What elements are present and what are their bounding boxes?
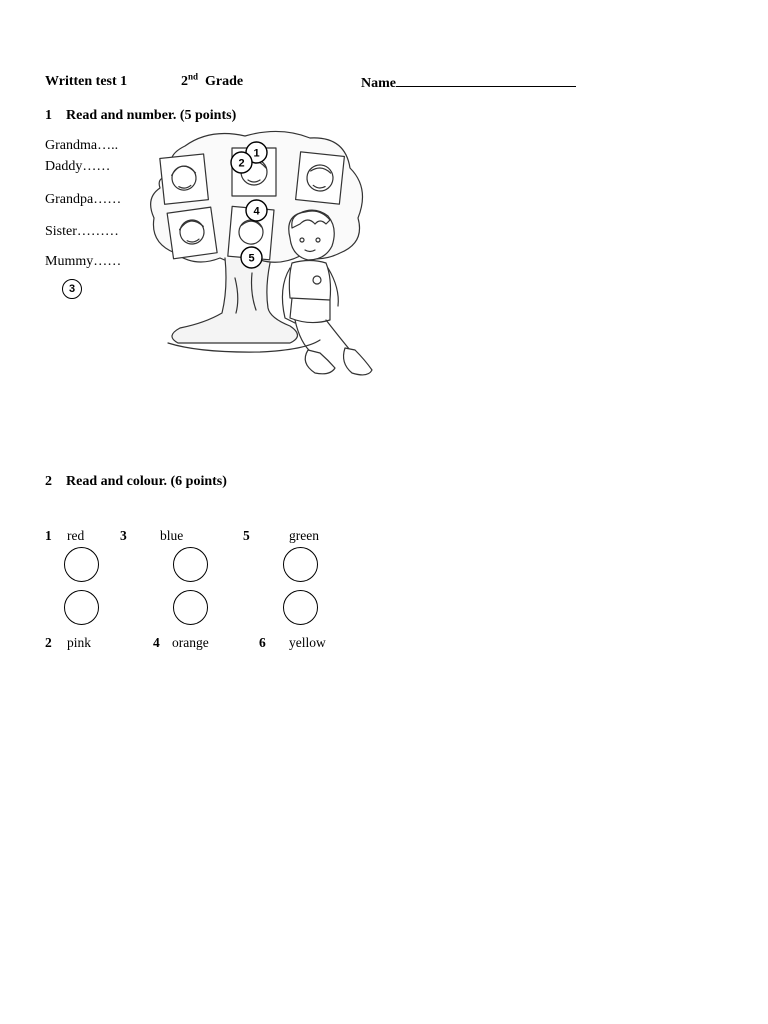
svg-text:4: 4 [253,205,260,218]
colour-word-orange: orange [172,635,209,650]
section2-title: Read and colour. (6 points) [66,474,227,489]
colour-circle-green[interactable] [283,547,318,582]
colour-circle-pink[interactable] [64,590,99,625]
colour-word-red: red [67,528,85,543]
section2-number: 2 [45,474,52,489]
name-blank[interactable] [396,74,576,87]
colour-word-green: green [289,528,319,543]
svg-text:2: 2 [238,157,245,170]
word-grandma: Grandma….. [45,138,119,153]
colour-word-blue: blue [160,528,184,543]
photo-frame-grandpa [296,152,345,204]
colour-num-5: 5 [243,528,250,543]
colour-word-yellow: yellow [289,635,326,650]
svg-text:5: 5 [248,252,255,265]
tree-trunk [172,258,298,343]
word-mummy: Mummy…… [45,254,122,269]
colour-circle-red[interactable] [64,547,99,582]
grade-heading [181,71,244,90]
colour-circle-blue[interactable] [173,547,208,582]
name-line [361,74,576,92]
section1-number: 1 [45,108,52,123]
section2-heading [45,474,227,490]
test-title: Written test 1 [45,74,128,89]
name-label: Name [361,76,396,91]
colour-num-6: 6 [259,635,266,650]
svg-text:1: 1 [253,147,260,160]
picture-number-2 [231,152,252,173]
photo-frame-girl [160,154,209,204]
colour-word-pink: pink [67,635,92,650]
grade-number: 2 [181,74,188,89]
grade-suffix: nd [188,71,199,82]
word-grandpa: Grandpa…… [45,192,122,207]
colour-num-2: 2 [45,635,52,650]
colour-num-4: 4 [153,635,160,650]
section1-heading [45,108,236,124]
family-tree-illustration [140,128,380,388]
colour-circle-orange[interactable] [173,590,208,625]
example-number-circle: 3 [62,279,82,299]
colour-num-3: 3 [120,528,127,543]
picture-number-4 [246,200,267,221]
photo-frame-sister [167,207,217,259]
picture-number-5 [241,247,262,268]
word-sister: Sister……… [45,224,119,239]
colour-circle-yellow[interactable] [283,590,318,625]
section1-title: Read and number. (5 points) [66,108,237,123]
word-daddy: Daddy…… [45,159,111,174]
colour-num-1: 1 [45,528,52,543]
grade-label: Grade [205,74,244,89]
